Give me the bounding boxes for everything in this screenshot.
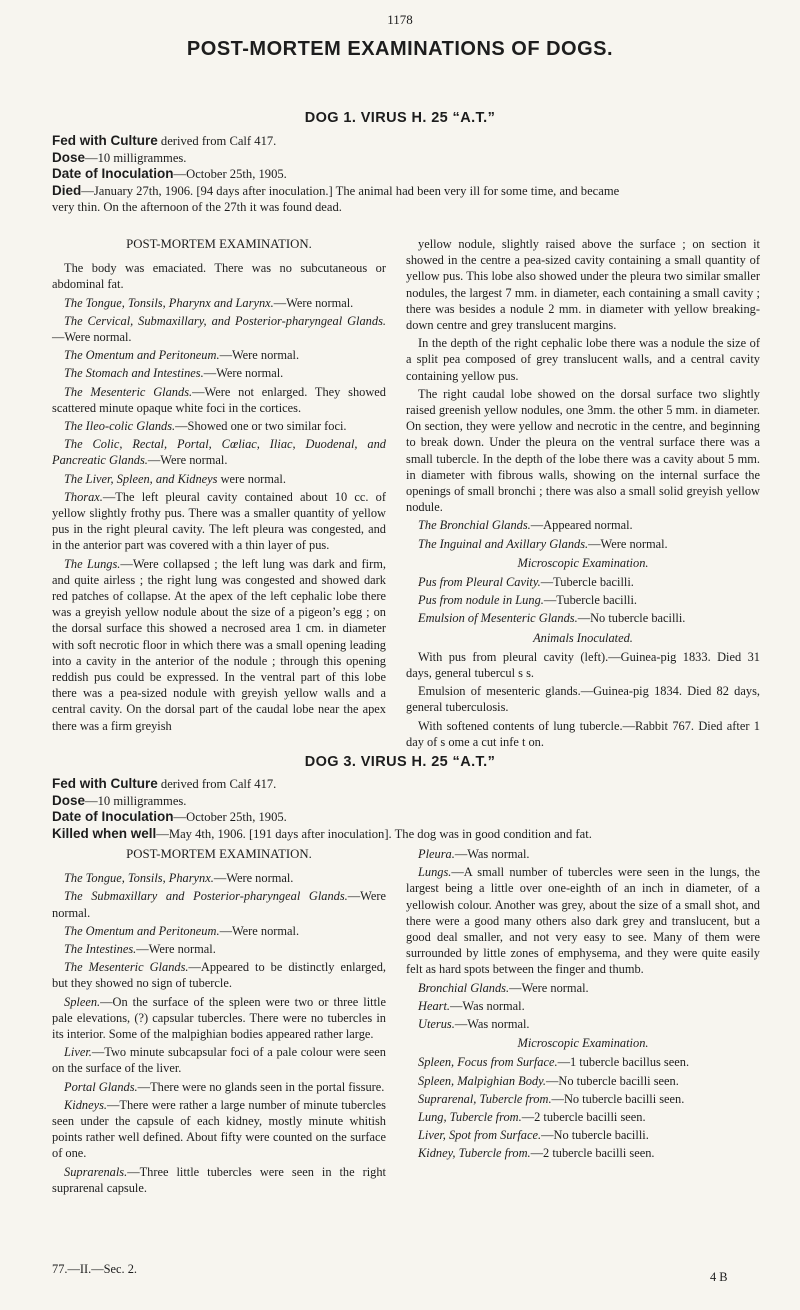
dog3-left-item <box>52 888 386 920</box>
dog3-left-item <box>52 1097 386 1162</box>
dog1-left-item-text: —Showed one or two similar foci. <box>175 419 347 434</box>
dog1-right-item <box>406 536 760 552</box>
dog3-right-item-heading: Lungs. <box>418 865 452 880</box>
dog3-right-item-text: —Was normal. <box>454 847 530 861</box>
dog1-right-column <box>406 236 760 752</box>
dog1-left-item-heading: The Cervical, Submaxillary, and Posterior-pharyngeal Glands. <box>64 313 386 328</box>
dog3-micro-item-text: —No tubercle bacilli. <box>541 1128 649 1143</box>
dog3-left-item-text: —Appeared to be distinctly enlarged, but they showed no sign of tubercle. <box>52 960 386 991</box>
dog3-left-item-heading: The Intestines. <box>64 942 137 957</box>
dog1-micro-item-heading: Emulsion of Mesenteric Glands. <box>418 611 578 626</box>
dog1-right-item-text: —Were normal. <box>588 536 668 551</box>
dog1-left-item-text: The body was emaciated. There was no subcutaneous or abdominal fat. <box>52 261 386 292</box>
dog3-right-item-heading: Bronchial Glands. <box>418 980 510 995</box>
dog3-micro-item <box>406 1091 760 1107</box>
dog3-left-item <box>52 941 386 957</box>
dog3-left-item-heading: Spleen. <box>64 994 101 1009</box>
dog1-left-item-text: —Were normal. <box>273 295 354 310</box>
dog3-left-item <box>52 1044 386 1076</box>
dog3-micro-item-heading: Spleen, Malpighian Body. <box>418 1073 547 1088</box>
dog3-left-item-text: —Were normal. <box>136 942 216 957</box>
dog1-left-item-heading: The Liver, Spleen, and Kidneys <box>64 471 218 486</box>
dog3-left-column <box>52 846 386 1198</box>
dog3-header-block <box>52 776 762 842</box>
dog1-heading: DOG 1. VIRUS H. 25 “A.T.” <box>304 110 496 126</box>
dog1-micro-item <box>406 610 760 626</box>
dog1-left-item-text: —Were normal. <box>52 330 132 345</box>
dog3-left-item-text: —Were normal. <box>52 889 386 920</box>
dog1-micro-item-text: —Tubercle bacilli. <box>543 593 638 608</box>
dog3-right-item-heading: Pleura. <box>418 847 455 861</box>
dog3-left-item-heading: The Submaxillary and Posterior-pharyngeal Glands. <box>64 889 348 904</box>
dog3-left-item <box>52 870 386 886</box>
dog1-left-item <box>52 436 386 468</box>
dog1-left-item-heading: The Ileo-colic Glands. <box>64 419 176 434</box>
dog1-micro-item-heading: Pus from nodule in Lung. <box>418 593 544 608</box>
dog1-right-item-heading: The Inguinal and Axillary Glands. <box>418 536 589 551</box>
dog3-right-item-heading: Heart. <box>418 998 451 1013</box>
dog1-animal-paragraph: With softened contents of lung tubercle.—Rabbit 767. Died after 1 day of s ome a cut infe t on. <box>406 718 760 749</box>
dog1-left-item <box>52 365 386 381</box>
dog3-right-item <box>406 864 760 977</box>
dog3-left-item-text: —On the surface of the spleen were two or three little pale elevations, (?) capsular tubercles. There were no tubercles in its interior. Some of the malpighian bodies appeared rather large. <box>52 994 386 1042</box>
dog1-died-cont: very thin. On the afternoon of the 27th it was found dead. <box>52 200 342 214</box>
dog3-left-item <box>52 1164 386 1196</box>
dog3-left-item-heading: The Omentum and Peritoneum. <box>64 923 220 938</box>
dog3-left-item-heading: Portal Glands. <box>64 1079 138 1094</box>
dog1-left-item-heading: Thorax. <box>64 489 103 504</box>
dog1-right-item-text: —Appeared normal. <box>530 518 633 533</box>
dog1-left-item-text: were normal. <box>217 471 286 486</box>
dog1-left-item-heading: The Omentum and Peritoneum. <box>64 348 220 363</box>
dog3-micro-item <box>406 1054 760 1070</box>
dog1-date-line: Date of Inoculation—October 25th, 1905. <box>52 166 287 181</box>
dog1-left-item <box>52 556 386 734</box>
dog1-left-item-heading: The Tongue, Tonsils, Pharynx and Larynx. <box>64 295 274 310</box>
dog3-micro-item <box>406 1127 760 1143</box>
dog3-left-item <box>52 959 386 991</box>
dog1-left-item-text: —Were normal. <box>203 366 284 381</box>
dog1-right-paragraph: The right caudal lobe showed on the dorsal surface two slightly raised greenish yellow nodules, one 3mm. the other 5 mm. in diameter. On section, they were yellow and necrotic in the centre, and beginning to break down. Under the pleura on the ventral surface there was a small tubercle. In the depth of the lobe there was a cavity about 5 mm. in diameter with fibrous walls, showing on the internal surface the openings of small bronchi ; there was also a small solid greyish yellow nodule. <box>406 386 760 515</box>
dog1-micro-item-text: —No tubercle bacilli. <box>577 611 686 626</box>
dog3-heading: DOG 3. VIRUS H. 25 “A.T.” <box>304 754 496 770</box>
dog1-left-item <box>52 418 386 434</box>
dog3-micro-item-heading: Spleen, Focus from Surface. <box>418 1055 558 1070</box>
dog1-left-item-heading: The Stomach and Intestines. <box>64 366 204 381</box>
dog1-right-item <box>406 517 760 533</box>
dog3-micro-item-text: —No tubercle bacilli seen. <box>546 1073 679 1088</box>
dog1-left-item-text: —Were not enlarged. They showed scattered minute opaque white foci in the cortices. <box>52 384 386 415</box>
dog3-right-item-heading: Uterus. <box>418 1017 455 1032</box>
dog3-micro-item <box>406 1073 760 1089</box>
dog1-right-paragraph: yellow nodule, slightly raised above the surface ; on section it showed in the centre a pea-sized cavity containing a small quantity of yellow pus. This lobe also showed under the pleura two similar smaller nodules, the largest 7 mm. in diameter, each containing a small cavity ; there was besides a nodule 2 mm. in diameter with yellow breaking-down centre and grey translucent margins. <box>406 237 760 333</box>
dog1-died-line: Died—January 27th, 1906. [94 days after inoculation.] The animal had been very ill for some time, and became <box>52 182 620 198</box>
dog3-killed-line: Killed when well—May 4th, 1906. [191 days after inoculation]. The dog was in good condition and fat. <box>52 825 592 841</box>
dog1-left-item <box>52 347 386 363</box>
dog3-micro-item-heading: Liver, Spot from Surface. <box>418 1128 542 1143</box>
dog3-left-item-heading: Kidneys. <box>64 1097 108 1112</box>
dog3-left-item-text: —Were normal. <box>213 871 294 886</box>
dog1-micro-item <box>406 592 760 608</box>
dog3-micro-item-text: —2 tubercle bacilli seen. <box>530 1146 655 1161</box>
dog3-right-item <box>406 980 760 996</box>
dog3-pm-heading: POST-MORTEM EXAMINATION. <box>126 847 312 861</box>
dog1-left-item-heading: The Mesenteric Glands. <box>64 384 193 399</box>
dog1-left-item <box>52 313 386 345</box>
dog3-micro-item-text: —1 tubercle bacillus seen. <box>557 1055 690 1070</box>
dog3-left-item-heading: The Tongue, Tonsils, Pharynx. <box>64 871 214 886</box>
dog1-left-item-text: —Were collapsed ; the left lung was dark and firm, and quite airless ; the right lung was congested and showed dark red patches of collapse. At the apex of the left cephalic lobe there was a greyish yellow nodule about the size of a pigeon’s egg ; on the dorsal surface this showed a necrosed area 1 cm. in diameter with soft necrotic floor in which there was a small opening leading into a cavity in the anterior of the nodule ; through this opening reddish pus could be expressed. In the ventral part of this lobe there was a pea-sized nodule with greyish yellow walls and a central cavity. On the dorsal part of the caudal lobe near the apex there was a firm greyish <box>52 556 386 733</box>
dog3-left-item-text: —Two minute subcapsular foci of a pale colour were seen on the surface of the liver. <box>52 1045 386 1076</box>
dog3-micro-item-heading: Kidney, Tubercle from. <box>418 1146 531 1161</box>
dog1-right-paragraph: In the depth of the right cephalic lobe there was a nodule the size of a split pea composed of grey translucent walls, and a central cavity containing yellow pus. <box>406 336 760 383</box>
dog1-left-item <box>52 471 386 487</box>
dog3-left-item-heading: The Mesenteric Glands. <box>64 960 189 975</box>
footer-sheet-mark: 4 B <box>710 1270 728 1284</box>
dog3-left-item <box>52 994 386 1043</box>
dog3-right-item <box>406 846 760 862</box>
dog1-pm-heading: POST-MORTEM EXAMINATION. <box>126 237 312 251</box>
dog1-animals-heading: Animals Inoculated. <box>533 630 633 645</box>
dog3-left-item <box>52 923 386 939</box>
dog3-micro-item <box>406 1109 760 1125</box>
dog3-right-item <box>406 998 760 1014</box>
dog1-fed-line: Fed with Culture derived from Calf 417. <box>52 133 277 148</box>
dog3-left-item-text: —Were normal. <box>219 923 300 938</box>
dog3-left-item-heading: Liver. <box>64 1045 92 1060</box>
dog3-right-item-text: —A small number of tubercles were seen in the lungs, the largest being a little over one-eighth of an inch in diameter, of a yellowish colour. Another was grey, about the size of a small shot, and there were a good many others also dark grey and translucent, but a good deal smaller, and not very easy to see. Many of them were surrounded by little zones of emphysema, and they were quite easily felt as hard spots between the finger and thumb. <box>406 865 760 977</box>
dog1-micro-item <box>406 574 760 590</box>
dog1-header-block <box>52 133 762 216</box>
dog1-left-item-heading: The Colic, Rectal, Portal, Cœliac, Iliac, Duodenal, and Pancreatic Glands. <box>52 437 386 468</box>
page-number: 1178 <box>387 12 413 27</box>
dog3-right-item-text: —Was normal. <box>450 998 525 1013</box>
page-title: POST-MORTEM EXAMINATIONS OF DOGS. <box>186 38 614 60</box>
dog3-left-item-text: —There were rather a large number of minute tubercles seen under the capsule of each kidney, mostly minute whitish points rather well defined. About fifty were counted on the surface of one. <box>52 1097 386 1161</box>
dog3-micro-item-text: —2 tubercle bacilli seen. <box>521 1110 646 1125</box>
dog3-left-item <box>52 1079 386 1095</box>
dog1-micro-item-heading: Pus from Pleural Cavity. <box>418 575 541 590</box>
dog1-left-column <box>52 236 386 736</box>
dog3-date-line: Date of Inoculation—October 25th, 1905. <box>52 809 287 824</box>
dog3-dose-line: Dose—10 milligrammes. <box>52 792 187 808</box>
dog3-fed-line: Fed with Culture derived from Calf 417. <box>52 776 277 791</box>
dog3-right-item-text: —Was normal. <box>454 1017 530 1032</box>
dog1-left-item-text: —Were normal. <box>219 348 300 363</box>
dog3-micro-item-heading: Lung, Tubercle from. <box>418 1110 522 1125</box>
dog3-micro-item-heading: Suprarenal, Tubercle from. <box>418 1091 552 1106</box>
dog3-left-item-heading: Suprarenals. <box>64 1164 128 1179</box>
dog1-left-item-text: —Were normal. <box>147 453 228 468</box>
dog1-left-item <box>52 295 386 311</box>
dog1-left-item <box>52 489 386 554</box>
dog3-left-item-text: —Three little tubercles were seen in the right suprarenal capsule. <box>52 1164 386 1195</box>
dog1-left-item <box>52 384 386 416</box>
dog3-right-column <box>406 846 760 1164</box>
dog3-right-item-text: —Were normal. <box>509 980 589 995</box>
dog3-left-item-text: —There were no glands seen in the portal fissure. <box>137 1079 385 1094</box>
dog3-micro-item <box>406 1145 760 1161</box>
dog1-micro-item-text: —Tubercle bacilli. <box>540 575 634 590</box>
footer-signature: 77.—II.—Sec. 2. <box>52 1262 137 1276</box>
dog1-left-item <box>52 260 386 292</box>
dog1-left-item-text: —The left pleural cavity contained about 10 cc. of yellow slightly frothy pus. There was a smaller quantity of yellow pus in the right pleural cavity. The left pleura was congested, and in the anterior part was covered with a thin layer of pus. <box>52 489 386 553</box>
dog1-animal-paragraph: Emulsion of mesenteric glands.—Guinea-pig 1834. Died 82 days, general tuberculosis. <box>406 684 760 715</box>
dog1-left-item-heading: The Lungs. <box>64 556 121 571</box>
dog3-micro-item-text: —No tubercle bacilli seen. <box>551 1091 685 1106</box>
dog3-right-item <box>406 1016 760 1032</box>
dog1-right-item-heading: The Bronchial Glands. <box>418 518 531 533</box>
dog3-microscopic-heading: Microscopic Examination. <box>517 1036 649 1051</box>
dog1-microscopic-heading: Microscopic Examination. <box>517 555 649 570</box>
dog1-animal-paragraph: With pus from pleural cavity (left).—Guinea-pig 1833. Died 31 days, general tubercul s s. <box>406 649 760 681</box>
dog1-dose-line: Dose—10 milligrammes. <box>52 149 187 165</box>
